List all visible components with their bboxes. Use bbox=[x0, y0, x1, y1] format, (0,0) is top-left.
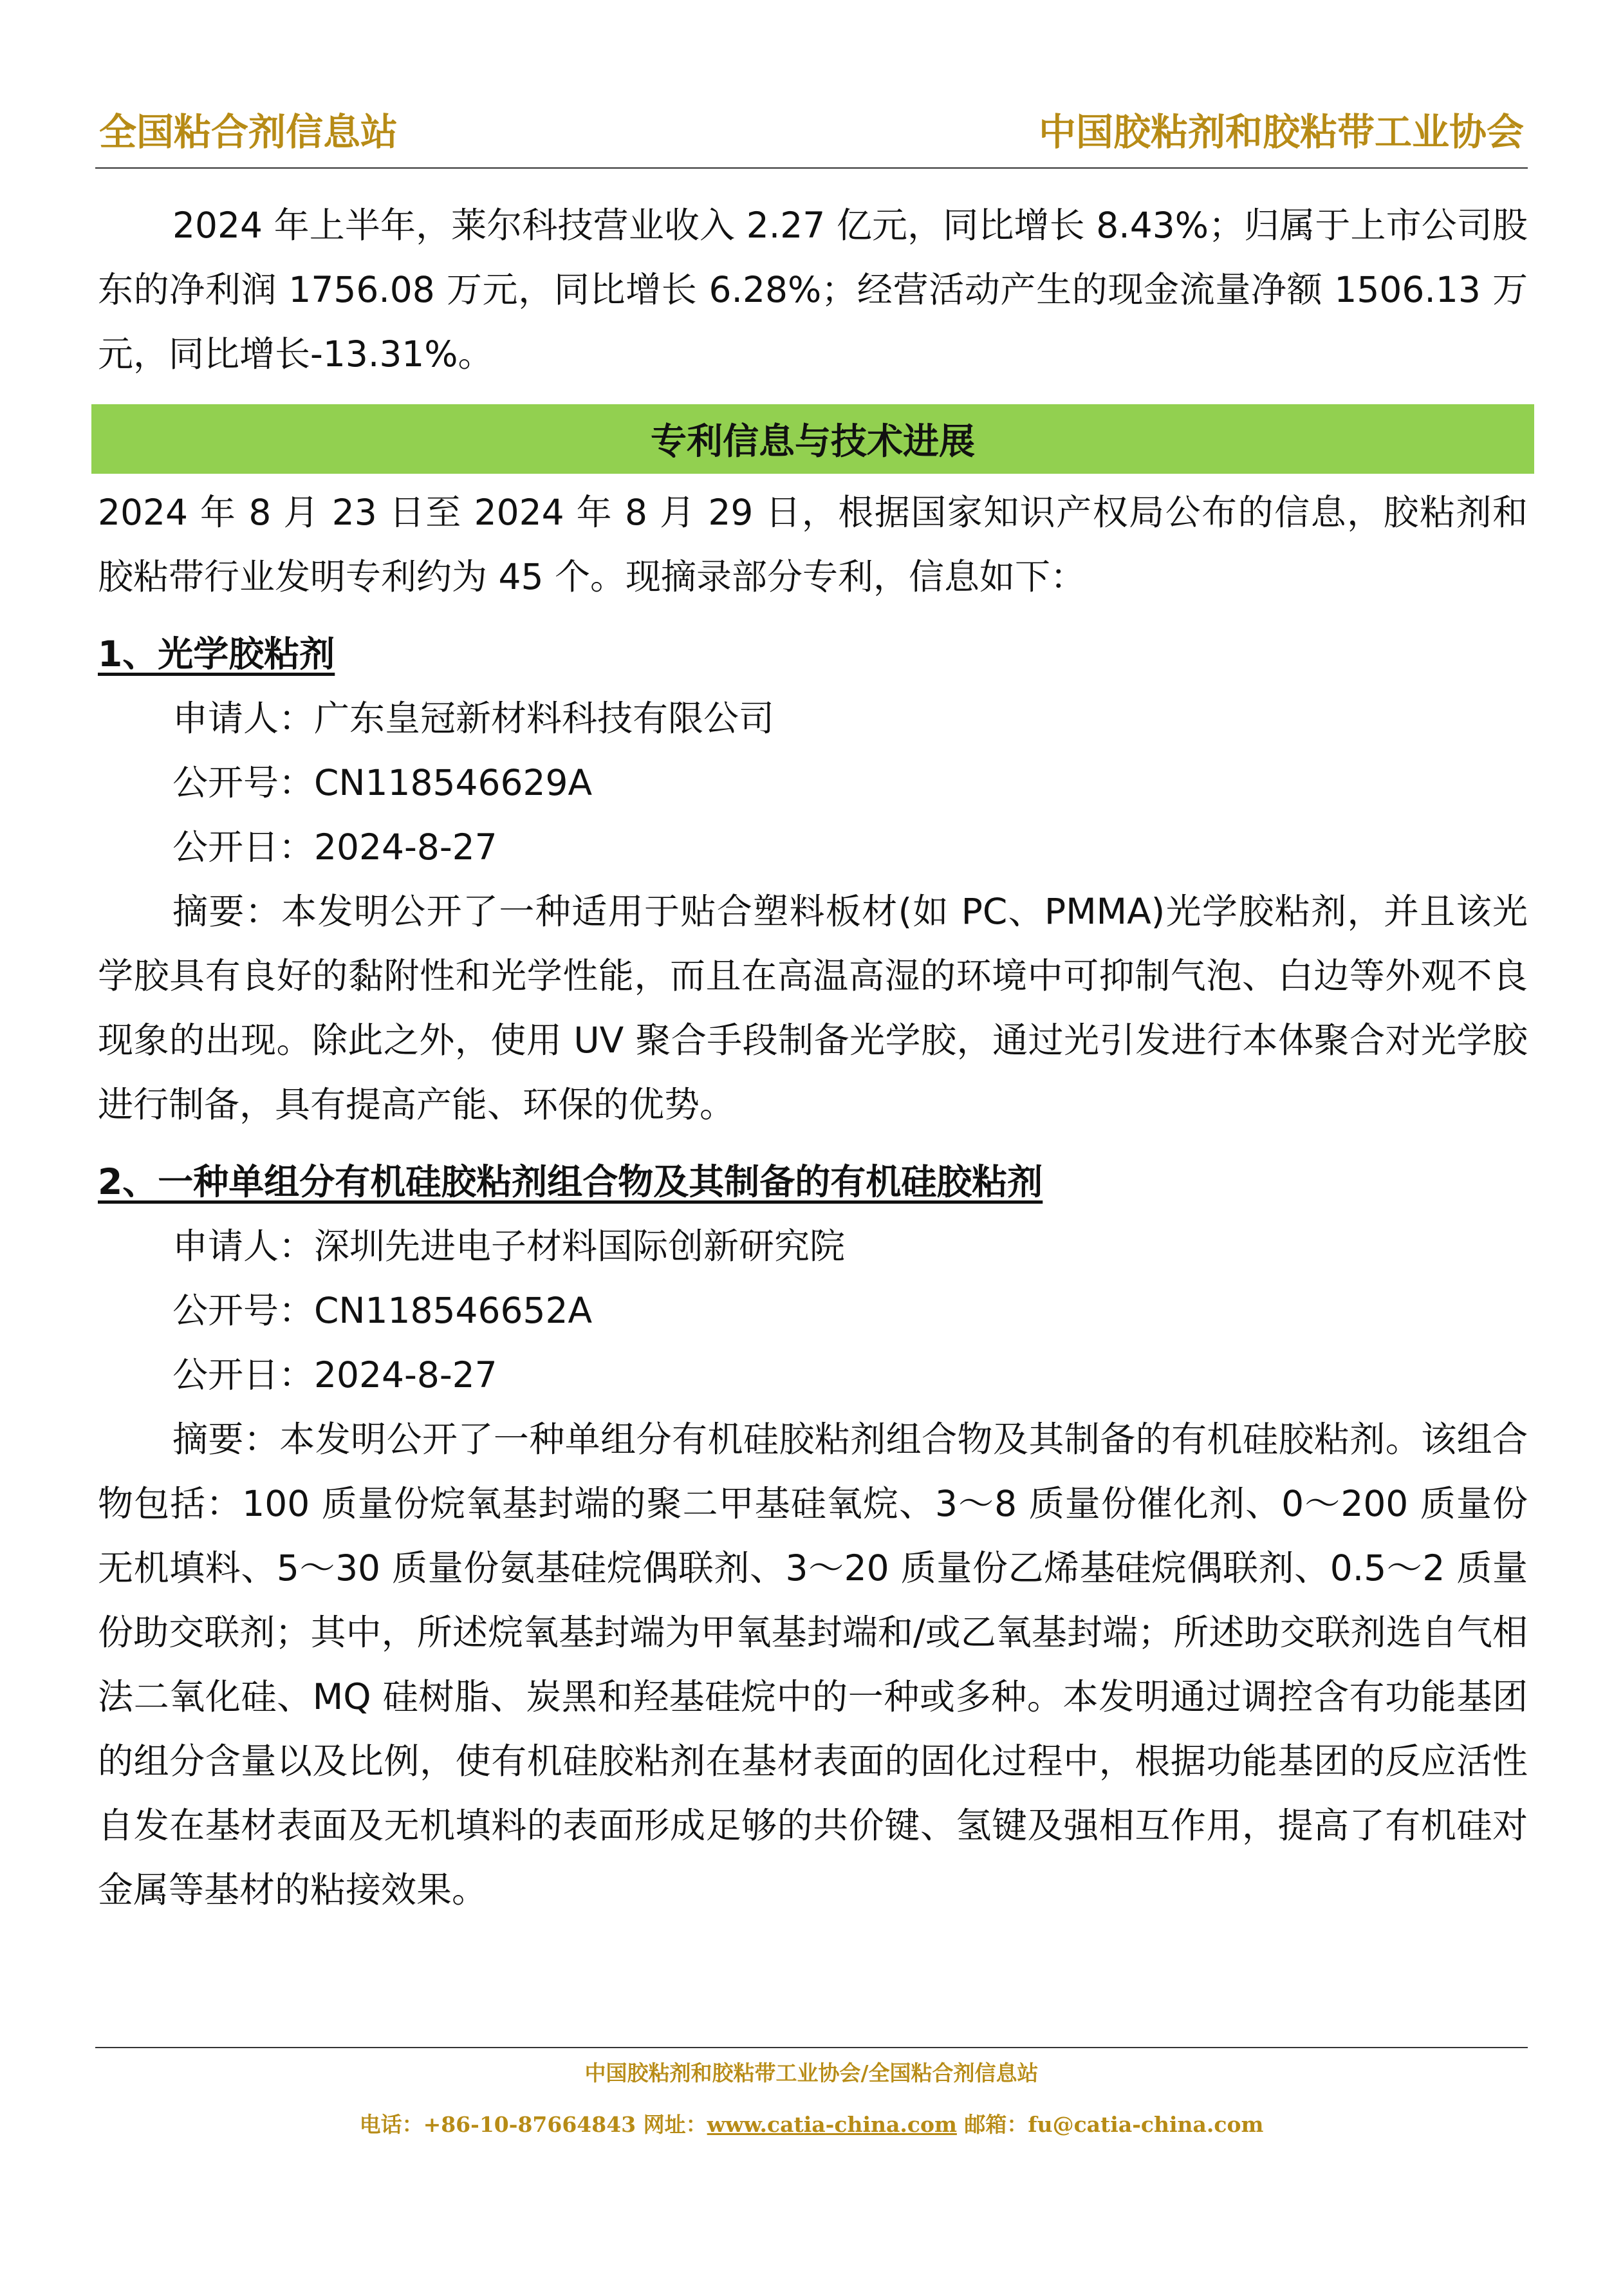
footer-divider bbox=[95, 2047, 1528, 2048]
footer-organization: 中国胶粘剂和胶粘带工业协会/全国粘合剂信息站 bbox=[584, 2060, 1039, 2086]
applicant-label: 申请人： bbox=[172, 698, 315, 739]
phone-number: +86-10-87664843 bbox=[423, 2112, 636, 2137]
header-right-title: 中国胶粘剂和胶粘带工业协会 bbox=[1038, 110, 1524, 154]
site-label: 网址： bbox=[643, 2112, 707, 2137]
pubno-value: CN118546629A bbox=[314, 762, 593, 803]
pubdate-label: 公开日： bbox=[172, 826, 315, 868]
pubno-value: CN118546652A bbox=[314, 1290, 593, 1331]
website-link[interactable]: www.catia-china.com bbox=[707, 2112, 957, 2137]
page-header bbox=[95, 109, 1528, 169]
page-content bbox=[98, 193, 1528, 1922]
pubdate-value: 2024-8-27 bbox=[314, 826, 497, 868]
patent-applicant bbox=[98, 1214, 1528, 1278]
summary-paragraph: 2024 年 8 月 23 日至 2024 年 8 月 29 日，根据国家知识产权局公布的信息，胶粘剂和胶粘带行业发明专利约为 45 个。现摘录部分专利，信息如下： bbox=[98, 492, 1528, 597]
patent-title: 2、一种单组分有机硅胶粘剂组合物及其制备的有机硅胶粘剂 bbox=[98, 1161, 1043, 1202]
patent-publication-date bbox=[98, 1343, 1528, 1407]
email-label: 邮箱： bbox=[964, 2112, 1028, 2137]
pubno-label: 公开号： bbox=[172, 1290, 315, 1331]
intro-paragraph: 2024 年上半年，莱尔科技营业收入 2.27 亿元，同比增长 8.43%；归属于上市公司股东的净利润 1756.08 万元，同比增长 6.28%；经营活动产生的现金流量净额 1506.13 万元，同比增长-13.31%。 bbox=[98, 205, 1528, 375]
patent-title: 1、光学胶粘剂 bbox=[98, 633, 335, 675]
pubdate-label: 公开日： bbox=[172, 1354, 315, 1395]
applicant-label: 申请人： bbox=[172, 1226, 315, 1267]
applicant-value: 广东皇冠新材料科技有限公司 bbox=[314, 698, 775, 739]
patent-abstract: 摘要：本发明公开了一种适用于贴合塑料板材(如 PC、PMMA)光学胶粘剂，并且该光学胶具有良好的黏附性和光学性能，而且在高温高湿的环境中可抑制气泡、白边等外观不良现象的出现。除此之外，使用 UV 聚合手段制备光学胶，通过光引发进行本体聚合对光学胶进行制备，具有提高产能、环保的优势。 bbox=[98, 891, 1528, 1125]
footer-contact bbox=[0, 2108, 1623, 2138]
phone-label: 电话： bbox=[359, 2112, 423, 2137]
applicant-value: 深圳先进电子材料国际创新研究院 bbox=[314, 1226, 846, 1267]
pubdate-value: 2024-8-27 bbox=[314, 1354, 497, 1395]
header-left-title: 全国粘合剂信息站 bbox=[99, 110, 398, 154]
pubno-label: 公开号： bbox=[172, 762, 315, 803]
section-banner: 专利信息与技术进展 bbox=[91, 404, 1534, 474]
patent-entry bbox=[98, 622, 1528, 1137]
patent-applicant bbox=[98, 686, 1528, 751]
patent-entry bbox=[98, 1150, 1528, 1922]
patent-publication-number bbox=[98, 1278, 1528, 1343]
patent-publication-number bbox=[98, 751, 1528, 815]
patent-publication-date bbox=[98, 815, 1528, 879]
email-address[interactable]: fu@catia-china.com bbox=[1028, 2112, 1264, 2137]
patent-abstract: 摘要：本发明公开了一种单组分有机硅胶粘剂组合物及其制备的有机硅胶粘剂。该组合物包括：100 质量份烷氧基封端的聚二甲基硅氧烷、3～8 质量份催化剂、0～200 质量份无机填料、5～30 质量份氨基硅烷偶联剂、3～20 质量份乙烯基硅烷偶联剂、0.5～2 质量份助交联剂；其中，所述烷氧基封端为甲氧基封端和/或乙氧基封端；所述助交联剂选自气相法二氧化硅、MQ 硅树脂、炭黑和羟基硅烷中的一种或多种。本发明通过调控含有功能基团的组分含量以及比例，使有机硅胶粘剂在基材表面的固化过程中，根据功能基团的反应活性自发在基材表面及无机填料的表面形成足够的共价键、氢键及强相互作用，提高了有机硅对金属等基材的粘接效果。 bbox=[98, 1419, 1528, 1910]
